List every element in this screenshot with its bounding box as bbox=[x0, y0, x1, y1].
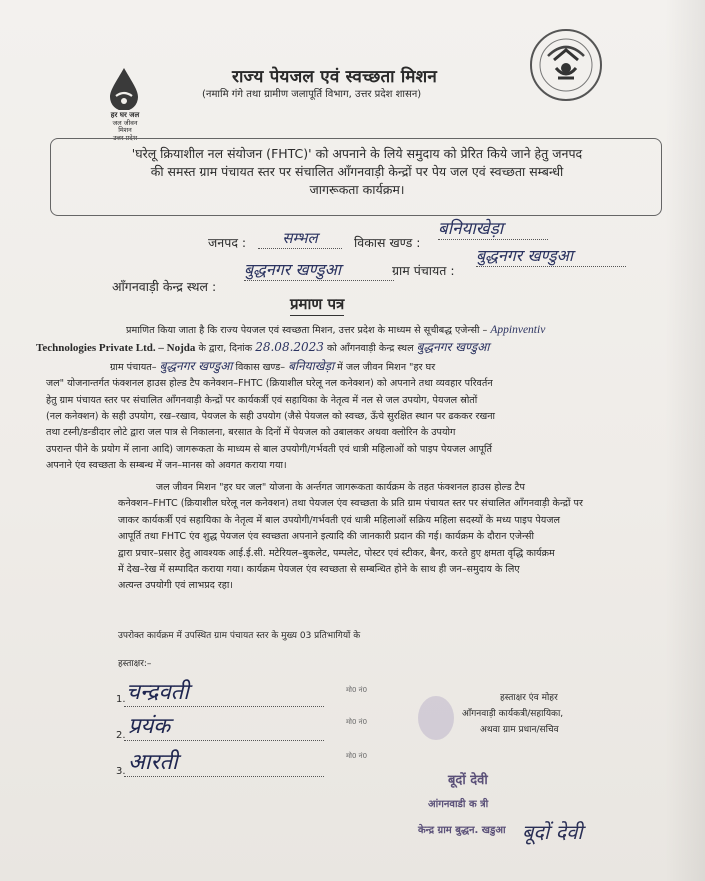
authority-line-2: ऑंगनवाड़ी कार्यकत्री/सहायिका, bbox=[462, 709, 564, 719]
stamp-line-2: आंगनवाडी क त्री bbox=[428, 799, 489, 810]
para1-line-3b: विकास खण्ड– bbox=[235, 361, 285, 373]
center-value: बुद्धनगर खण्डुआ bbox=[244, 258, 394, 281]
logo-text-line: हर घर जल bbox=[110, 111, 140, 119]
district-value: सम्भल bbox=[258, 228, 342, 249]
certificate-heading: प्रमाण पत्र bbox=[290, 294, 344, 316]
agency-name-part2: Technologies Private Ltd. – Nojda bbox=[36, 342, 196, 355]
program-line: की समस्त ग्राम पंचायत स्तर पर संचालित ऑंगनवाड़ी केन्द्रों पर पेय जल एवं स्वच्छता सम्बन्धी bbox=[150, 164, 564, 179]
header-title: राज्य पेयजल एवं स्वच्छता मिशन bbox=[232, 67, 438, 87]
panchayat-value: बुद्धनगर खण्डुआ bbox=[476, 244, 626, 267]
program-line: 'घरेलू क्रियाशील नल संयोजन (FHTC)' को अपनाने के लिये समुदाय को प्रेरित किये जाने हेतु जनपद bbox=[131, 146, 583, 161]
para1-line-3c: में जल जीवन मिशन "हर घर bbox=[337, 361, 436, 373]
participant-3-mobile-label: मो0 नं0 bbox=[346, 752, 368, 760]
certificate-paragraph-2 bbox=[118, 480, 658, 595]
block-label: विकास खण्ड : bbox=[354, 235, 421, 250]
participant-1-signature: चन्द्रवती bbox=[126, 680, 189, 705]
up-government-emblem bbox=[528, 26, 604, 104]
authority-line-1: हस्ताक्षर एंव मोहर bbox=[500, 693, 558, 703]
authority-line-3: अथवा ग्राम प्रधान/सचिव bbox=[480, 725, 559, 735]
participant-1-number: 1. bbox=[116, 694, 126, 705]
participant-1-line bbox=[124, 706, 324, 707]
stamp-signature: बूदों देवी bbox=[522, 820, 583, 844]
para2-line-7: अत्यन्त उपयोगी एवं लाभप्रद रहा। bbox=[118, 580, 234, 592]
para2-line-5: द्वारा प्रचार–प्रसार हेतु आवश्यक आई.ई.सी. मटेरियल–बुकलेट, पम्पलेट, पोस्टर एवं स्टीकर, बैनर, करते हुए क्षमता वृद्धि कार्यक्रम bbox=[118, 547, 555, 559]
program-box bbox=[63, 145, 651, 199]
para1-line-3: ग्राम पंचायत– bbox=[110, 361, 157, 373]
participant-1-mobile-label: मो0 नं0 bbox=[346, 686, 368, 694]
program-line: जागरूकता कार्यक्रम। bbox=[309, 182, 405, 197]
para2-line-4: आपूर्ति तथा FHTC एंव शुद्ध पेयजल एंव स्वच्छता अपनाने इत्यादि की जानकारी प्रदान की गई। कार्यक्रम के दौरान एजेन्सी bbox=[118, 531, 535, 543]
para1-line-2b: को ऑंगनवाड़ी केन्द्र स्थल bbox=[327, 343, 414, 355]
center-label: ऑंगनवाड़ी केन्द्र स्थल : bbox=[112, 279, 217, 294]
para1-block-value: बनियाखेड़ा bbox=[288, 358, 335, 373]
stamp-line-3: केन्द्र ग्राम बुद्धन. खडुआ bbox=[418, 825, 506, 836]
district-label: जनपद : bbox=[208, 235, 247, 250]
para2-line-2: कनेक्शन–FHTC (क्रियाशील घरेलू नल कनेक्शन) तथा पेयजल एंव स्वच्छता के प्रति ग्राम पंचायत स्तर पर संचालित ऑंगनवाड़ी केन्द्रों पर bbox=[118, 498, 583, 510]
participant-2-line bbox=[124, 740, 324, 741]
participant-3-signature: आरती bbox=[128, 750, 178, 775]
header-subtitle: (नमामि गंगे तथा ग्रामीण जलापूर्ति विभाग, उत्तर प्रदेश शासन) bbox=[202, 89, 422, 100]
para1-line-5: हेतु ग्राम पंचायत स्तर पर संचालित ऑंगनवाड़ी केन्द्रों पर कार्यकर्त्री एवं सहायिका के नेतृत्व में नल से जल उपयोग, पेयजल स्रोतों bbox=[46, 394, 478, 406]
panchayat-label: ग्राम पंचायत : bbox=[392, 263, 455, 278]
logo-text-line: उत्तर प्रदेश bbox=[112, 133, 138, 142]
participant-2-number: 2. bbox=[116, 730, 126, 741]
participant-2-signature: प्रयंक bbox=[128, 714, 171, 739]
participants-intro: उपरोक्त कार्यक्रम में उपस्थित ग्राम पंचायत स्तर के मुख्य 03 प्रतिभागियों के bbox=[118, 631, 361, 641]
para1-line-1: प्रमाणित किया जाता है कि राज्य पेयजल एवं स्वच्छता मिशन, उत्तर प्रदेश के माध्यम से सूचीबद्ध एजेन्सी – bbox=[126, 325, 488, 336]
para1-panchayat-value: बुद्धनगर खण्डुआ bbox=[159, 358, 233, 373]
para2-line-1: जल जीवन मिशन "हर घर जल" योजना के अर्न्तगत जागरूकता कार्यक्रम के तहत फंक्शनल हाउस होल्ड टैप bbox=[156, 482, 525, 493]
participant-3-number: 3. bbox=[116, 766, 126, 777]
logo-text-line: जल जीवन मिशन bbox=[112, 118, 138, 134]
participants-signature-label: हस्ताक्षर:– bbox=[118, 659, 152, 669]
block-value: बनियाखेड़ा bbox=[438, 216, 548, 240]
certificate-paragraph-1 bbox=[36, 322, 686, 475]
para1-line-7: तथा टस्नी/डन्डीदार लोटे द्वारा जल पात्र से निकालना, बरसात के दिनों में पेयजल को उबालकर अथवा क्लोरिन के उपयोग bbox=[46, 427, 456, 439]
para1-center-value: बुद्धनगर खण्डुआ bbox=[416, 340, 490, 355]
har-ghar-jal-logo bbox=[104, 66, 144, 110]
para1-line-2: के द्वारा, दिनांक bbox=[198, 343, 253, 355]
program-date: 28.08.2023 bbox=[255, 340, 324, 355]
participant-3-line bbox=[124, 776, 324, 777]
agency-name-part1: Appinventiv bbox=[490, 324, 546, 336]
para2-line-6: में देख–रेख में सम्पादित कराया गया। कार्यक्रम पेयजल एंव स्वच्छता से सम्बन्धित होने के साथ ही जन–समुदाय के लिए bbox=[118, 564, 520, 576]
ink-smudge bbox=[418, 696, 454, 740]
para2-line-3: जाकर कार्यकर्त्री एवं सहायिका के नेतृत्व में बाल उपयोगी/गर्भवती एवं धात्री महिलाओं सक्रिय महिला सदस्यों के मध्य पाइप पेयजल bbox=[118, 514, 560, 526]
stamp-line-1: बूदों देवी bbox=[448, 773, 488, 788]
para1-line-6: (नल कनेक्शन) के सही उपयोग, रख–रखाव, पेयजल के सही उपयोग (जैसे पेयजल को स्वच्छ, ऊँचे सुरक्षित स्थान पर ढककर रखना bbox=[46, 411, 496, 423]
participant-2-mobile-label: मो0 नं0 bbox=[346, 718, 368, 726]
para1-line-9: अपनाने एंव स्वच्छता के सम्बन्ध में जन–मानस को अवगत कराया गया। bbox=[46, 460, 287, 472]
para1-line-8: उपरान्त पीने के प्रयोग में लाना आदि) जागरूकता के माध्यम से बाल उपयोगी/गर्भवती एवं धात्री महिलाओं को पाइप पेयजल आपूर्ति bbox=[46, 443, 492, 455]
para1-line-4: जल" योजनान्तर्गत फंक्शनल हाउस होल्ड टैप कनेक्शन–FHTC (क्रियाशील घरेलू नल कनेक्शन) को अपनाने तथा व्यवहार परिवर्तन bbox=[46, 378, 493, 390]
